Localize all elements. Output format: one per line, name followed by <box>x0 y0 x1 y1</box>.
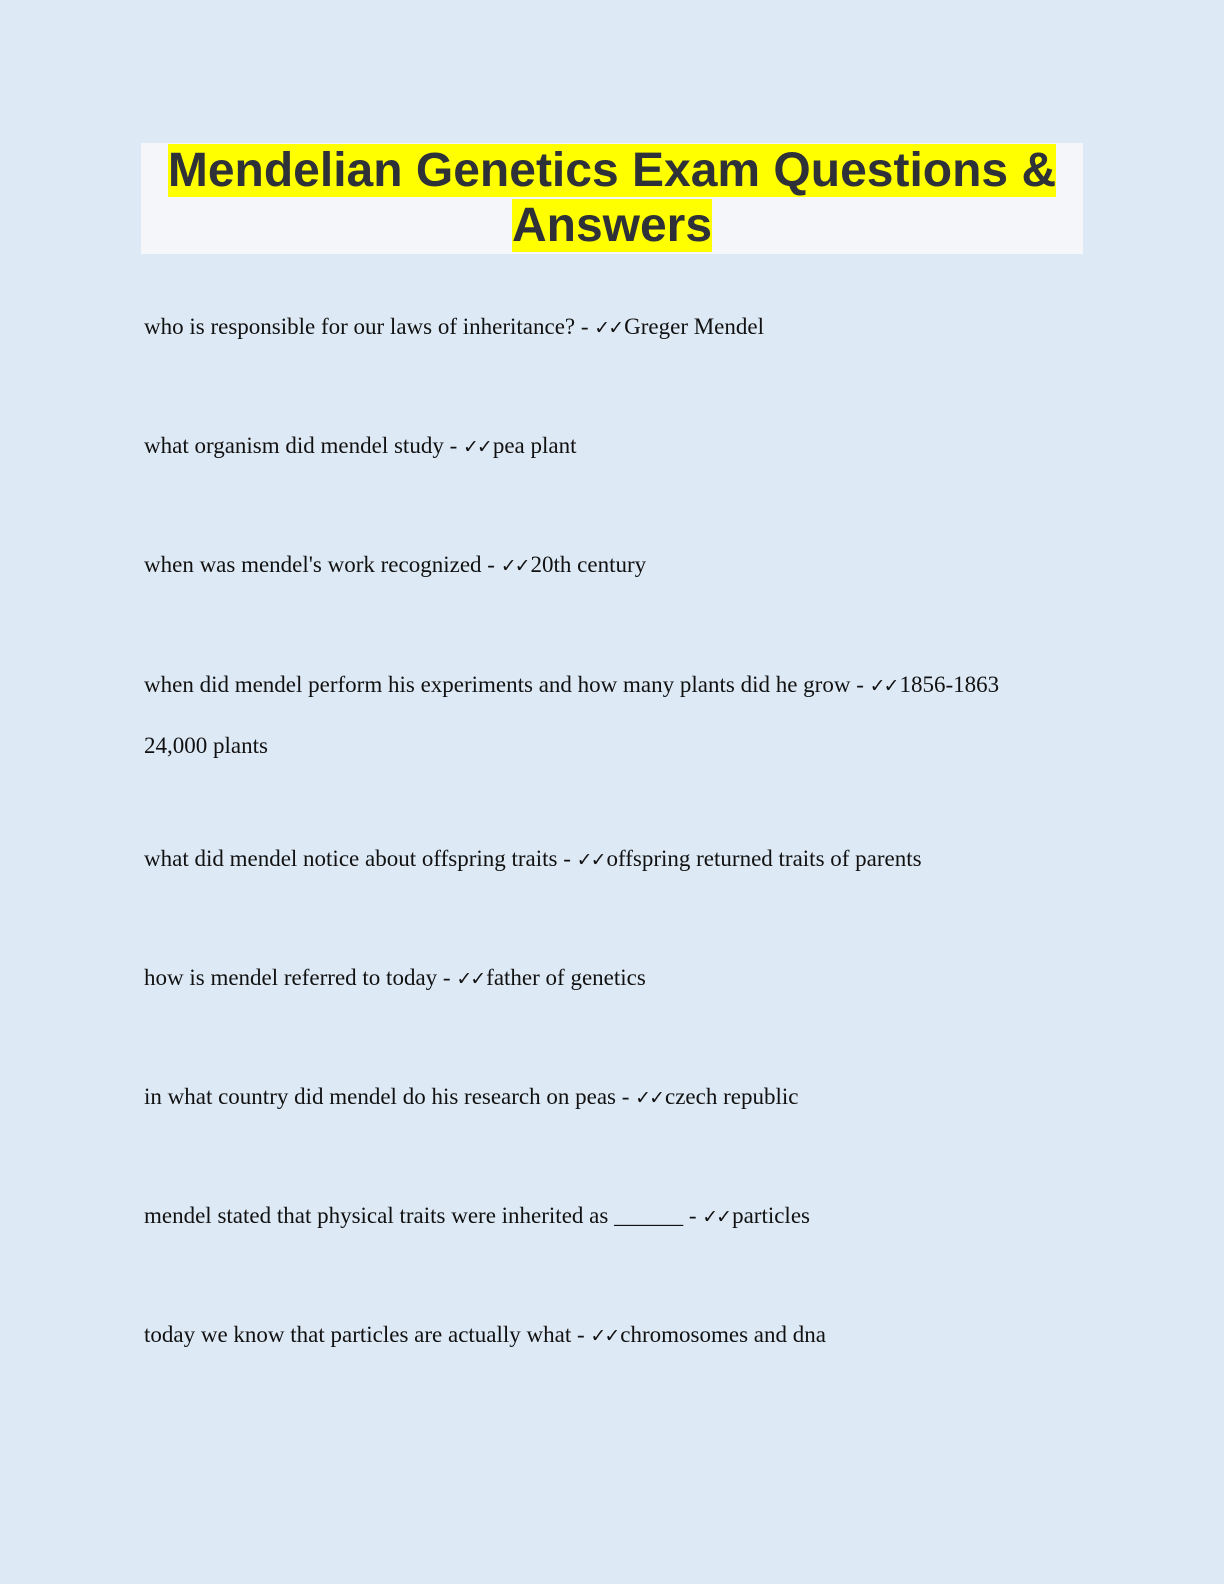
double-check-icon: ✓✓ <box>594 317 623 339</box>
document-title <box>141 143 1083 254</box>
question-text: when did mendel perform his experiments and how many plants did he grow - <box>144 672 870 697</box>
question-text: how is mendel referred to today - <box>144 965 457 990</box>
question-text: what did mendel notice about offspring traits - <box>144 846 577 871</box>
double-check-icon: ✓✓ <box>576 849 605 871</box>
double-check-icon: ✓✓ <box>500 555 529 577</box>
answer-text: 20th century <box>530 552 647 577</box>
question-text: who is responsible for our laws of inheritance? - <box>144 314 595 339</box>
answer-text: particles <box>732 1203 810 1228</box>
double-check-icon: ✓✓ <box>702 1206 731 1228</box>
answer-text-continued: 24,000 plants <box>144 733 268 758</box>
question-text: when was mendel's work recognized - <box>144 552 501 577</box>
question-text: today we know that particles are actually what - <box>144 1322 591 1347</box>
qa-item <box>144 829 1084 890</box>
qa-item <box>144 1067 1084 1128</box>
qa-item <box>144 297 1084 358</box>
qa-item <box>144 535 1084 596</box>
answer-text: chromosomes and dna <box>620 1322 826 1347</box>
double-check-icon: ✓✓ <box>635 1087 664 1109</box>
qa-item <box>144 1305 1084 1366</box>
qa-item <box>144 1186 1084 1247</box>
question-text: mendel stated that physical traits were inherited as ______ - <box>144 1203 703 1228</box>
answer-text: pea plant <box>492 433 577 458</box>
title-line-2: Answers <box>511 199 713 252</box>
answer-text: Greger Mendel <box>624 314 764 339</box>
double-check-icon: ✓✓ <box>869 675 898 697</box>
double-check-icon: ✓✓ <box>590 1325 619 1347</box>
answer-text: father of genetics <box>486 965 646 990</box>
question-text: what organism did mendel study - <box>144 433 463 458</box>
double-check-icon: ✓✓ <box>462 436 491 458</box>
answer-text: czech republic <box>665 1084 799 1109</box>
double-check-icon: ✓✓ <box>456 968 485 990</box>
qa-item <box>144 948 1084 1009</box>
question-text: in what country did mendel do his research on peas - <box>144 1084 636 1109</box>
qa-item <box>144 655 1084 775</box>
answer-text: offspring returned traits of parents <box>606 846 922 871</box>
title-line-1: Mendelian Genetics Exam Questions & <box>167 144 1057 197</box>
qa-item <box>144 416 1084 477</box>
answer-text: 1856-1863 <box>899 672 1000 697</box>
